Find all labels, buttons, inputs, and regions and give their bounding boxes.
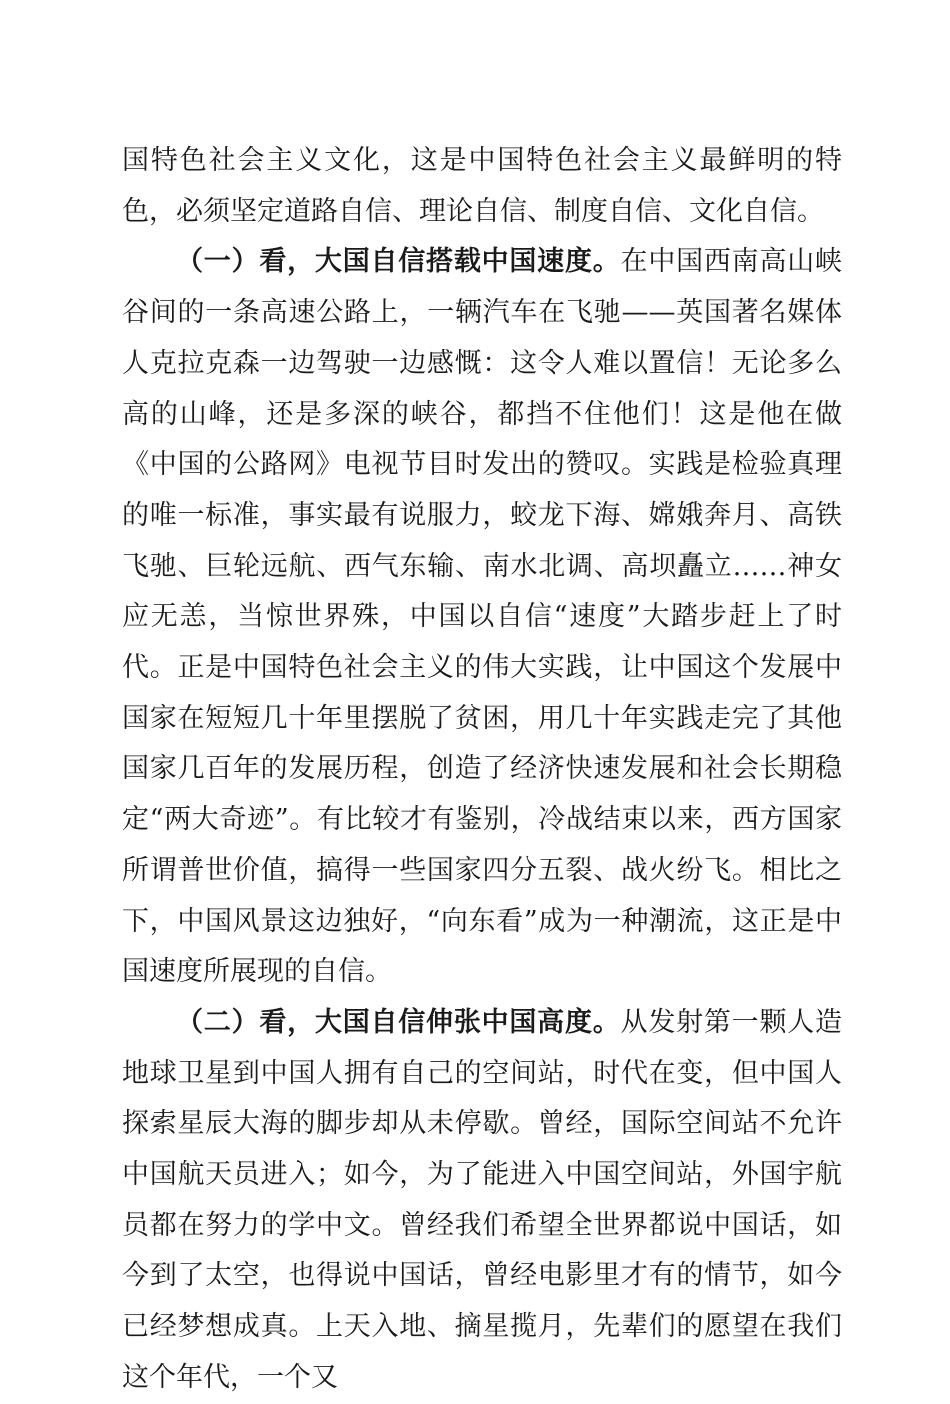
document-body <box>122 136 842 1404</box>
paragraph-text: 国特色社会主义文化，这是中国特色社会主义最鲜明的特色，必须坚定道路自信、理论自信、制度自信、文化自信。 <box>122 145 842 227</box>
section-heading-height: （二）看，大国自信伸张中国高度。 <box>176 1006 621 1038</box>
section-heading-speed: （一）看，大国自信搭载中国速度。 <box>176 246 621 278</box>
paragraph-height <box>122 998 842 1404</box>
paragraph-continuation <box>122 136 842 237</box>
paragraph-speed <box>122 237 842 998</box>
paragraph-text: 在中国西南高山峡谷间的一条高速公路上，一辆汽车在飞驰——英国著名媒体人克拉克森一边驾驶一边感慨：这令人难以置信！无论多么高的山峰，还是多深的峡谷，都挡不住他们！这是他在做《中国的公路网》电视节目时发出的赞叹。实践是检验真理的唯一标准，事实最有说服力，蛟龙下海、嫦娥奔月、高铁飞驰、巨轮远航、西气东输、南水北调、高坝矗立……神女应无恙，当惊世界殊，中国以自信“速度”大踏步赶上了时代。正是中国特色社会主义的伟大实践，让中国这个发展中国家在短短几十年里摆脱了贫困，用几十年实践走完了其他国家几百年的发展历程，创造了经济快速发展和社会长期稳定“两大奇迹”。有比较才有鉴别，冷战结束以来，西方国家所谓普世价值，搞得一些国家四分五裂、战火纷飞。相比之下，中国风景这边独好，“向东看”成为一种潮流，这正是中国速度所展现的自信。 <box>122 246 843 988</box>
paragraph-text: 从发射第一颗人造地球卫星到中国人拥有自己的空间站，时代在变，但中国人探索星辰大海的脚步却从未停歇。曾经，国际空间站不允许中国航天员进入；如今，为了能进入中国空间站，外国宇航员都在努力的学中文。曾经我们希望全世界都说中国话，如今到了太空，也得说中国话，曾经电影里才有的情节，如今已经梦想成真。上天入地、摘星揽月，先辈们的愿望在我们这个年代，一个又 <box>122 1006 843 1393</box>
